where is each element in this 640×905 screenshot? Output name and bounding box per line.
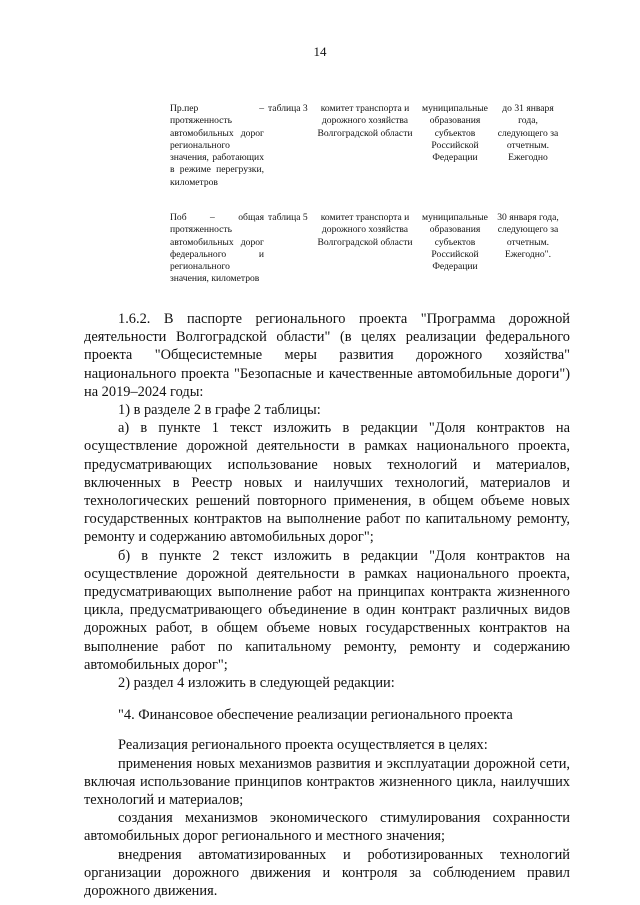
paragraph: Реализация регионального проекта осуществляется в целях: [118, 737, 488, 754]
source-cell: таблица 5 [268, 212, 308, 223]
page-number: 14 [313, 44, 327, 59]
level-cell: муниципальные образования субъектов Российской Федерации [422, 212, 488, 273]
indicator-cell: Поб – общая протяженность автомобильных дорог федерального и регионального значения, километров [170, 212, 264, 285]
level-cell: муниципальные образования субъектов Российской Федерации [422, 103, 488, 164]
indicator-cell: Пр.пер – протяженность автомобильных дорог регионального значения, работающих в режиме перегрузки, километров [170, 103, 264, 188]
deadline-cell: до 31 января года, следующего за отчетным. Ежегодно [497, 103, 559, 164]
paragraph: а) в пункте 1 текст изложить в редакции "Доля контрактов на осуществление дорожной деятельности в рамках национального проекта, предусматривающих использование новых технологий и материалов, включенных в Реестр новых и наилучших технологий, материалов и технологических решений повторного применения, в общем объеме новых государственных контрактов на выполнение работ по капитальному ремонту, ремонту и содержанию автомобильных дорог"; [84, 420, 570, 546]
source-cell: таблица 3 [268, 103, 308, 114]
responsible-cell: комитет транспорта и дорожного хозяйства Волгоградской области [317, 103, 413, 139]
paragraph: б) в пункте 2 текст изложить в редакции "Доля контрактов на осуществление дорожной деятельности в рамках национального проекта, предусматривающих выполнение работ на принципах контракта жизненного цикла, предусматривающего объединение в один контракт различных видов дорожных работ, в общем объеме новых государственных контрактов на выполнение работ по капитальному ремонту, ремонту и содержанию автомобильных дорог"; [84, 547, 570, 673]
table-row [170, 212, 570, 298]
document-body [84, 310, 570, 900]
paragraph: создания механизмов экономического стимулирования сохранности автомобильных дорог регионального и местного значения; [84, 810, 570, 845]
paragraph: внедрения автоматизированных и роботизированных технологий организации дорожного движения и контроля за соблюдением правил дорожного движения. [84, 846, 570, 900]
responsible-cell: комитет транспорта и дорожного хозяйства Волгоградской области [317, 212, 413, 248]
section-heading: "4. Финансовое обеспечение реализации регионального проекта [118, 707, 513, 724]
paragraph: 1) в разделе 2 в графе 2 таблицы: [118, 402, 321, 419]
table-row [170, 103, 570, 199]
paragraph: 1.6.2. В паспорте регионального проекта "Программа дорожной деятельности Волгоградской области" (в целях реализации федерального проекта "Общесистемные меры развития дорожного хозяйства" национального проекта "Безопасные и качественные автомобильные дороги") на 2019–2024 годы: [84, 311, 570, 400]
paragraph: применения новых механизмов развития и эксплуатации дорожной сети, включая использование принципов контрактов жизненного цикла, наилучших технологий и материалов; [84, 755, 570, 809]
paragraph: 2) раздел 4 изложить в следующей редакции: [118, 675, 395, 692]
deadline-cell: 30 января года, следующего за отчетным. Ежегодно". [497, 212, 559, 260]
